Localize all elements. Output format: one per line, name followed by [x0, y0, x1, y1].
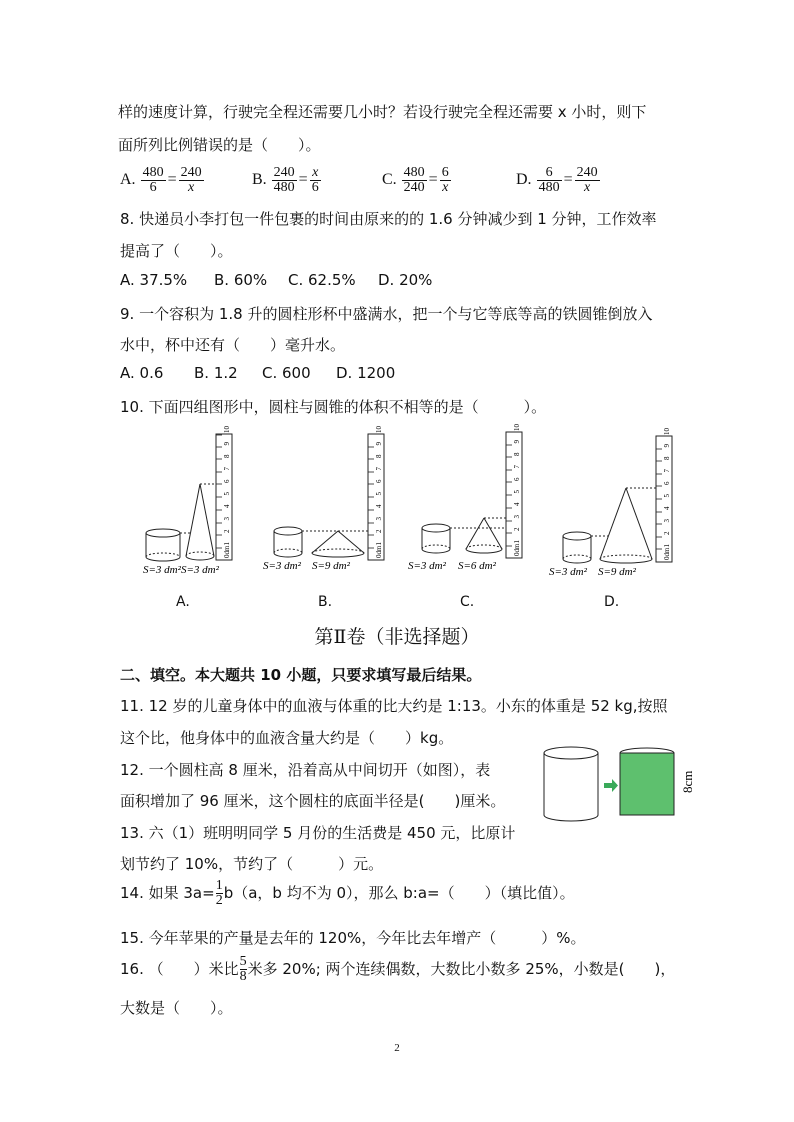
q7-option-d — [516, 166, 601, 195]
height-label: 8cm — [680, 770, 695, 793]
ruler-tick-label: 10 — [663, 428, 671, 435]
cone — [312, 531, 364, 557]
fraction — [179, 166, 204, 195]
cone — [186, 484, 218, 560]
q15-line: 15. 今年苹果的产量是去年的 120%，今年比去年增产（ ）%。 — [120, 929, 586, 947]
ruler-tick-label: 10 — [513, 424, 521, 431]
fraction — [240, 955, 247, 984]
figure-d — [549, 436, 672, 578]
ruler-tick-label: 8 — [663, 456, 671, 460]
fraction-numerator: 480 — [142, 165, 164, 180]
q10-line1: 10. 下面四组图形中，圆柱与圆锥的体积不相等的是（ ）。 — [120, 398, 547, 416]
ruler-tick-label: 8 — [513, 452, 521, 456]
cross-section-rectangle — [620, 748, 674, 815]
cone — [600, 488, 656, 563]
ruler-tick-label: 9 — [513, 440, 521, 444]
figure-d-letter: D. — [604, 594, 620, 610]
option-letter: B. — [252, 171, 267, 189]
q9-option-d: D. 1200 — [336, 364, 396, 382]
q13-line1: 13. 六（1）班明明同学 5 月份的生活费是 450 元，比原计 — [120, 824, 516, 842]
ruler-tick-label: 6 — [375, 479, 383, 483]
cylinder — [544, 747, 598, 821]
q8-option-d: D. 20% — [378, 271, 433, 289]
q13-line2: 划节约了 10%，节约了（ ）元。 — [120, 855, 384, 873]
fraction-denominator: 6 — [149, 180, 157, 195]
ruler-tick-label: 0dm — [223, 545, 231, 558]
ruler-tick-labels — [223, 424, 671, 561]
ruler-tick-label: 10 — [375, 426, 383, 433]
ruler-tick-label: 3 — [513, 515, 521, 519]
cylinder-area-label: S=3 dm² — [549, 566, 587, 578]
cone-area-label: S=9 dm² — [598, 566, 636, 578]
section-heading: 二、填空。本大题共 10 小题，只要求填写最后结果。 — [120, 666, 482, 684]
fraction-denominator: x — [442, 180, 449, 195]
fraction-denominator: 2 — [215, 893, 223, 908]
q9-option-b: B. 1.2 — [194, 364, 238, 382]
ruler-tick-label: 6 — [663, 481, 671, 485]
fraction-numerator: x — [312, 165, 319, 180]
ruler-tick-label: 0dm — [375, 545, 383, 558]
q10-figures — [0, 424, 794, 588]
ruler-tick-label: 1 — [223, 542, 231, 546]
ruler-tick-label: 2 — [513, 527, 521, 531]
ruler-tick-label: 2 — [223, 529, 231, 533]
fraction-denominator: x — [187, 180, 195, 195]
q7-option-c — [382, 166, 452, 195]
cylinder-area-label: S=3 dm² — [263, 560, 301, 572]
figure-c — [408, 432, 522, 572]
fraction-numerator: 5 — [239, 954, 247, 969]
q16-line2: 大数是（ ）。 — [120, 999, 233, 1017]
fraction — [440, 166, 451, 195]
q9-option-a: A. 0.6 — [120, 364, 164, 382]
ruler-tick-label: 8 — [375, 454, 383, 458]
ruler-tick-label: 4 — [223, 504, 231, 508]
fraction-numerator: 6 — [441, 165, 449, 180]
fraction — [402, 166, 427, 195]
cylinder — [146, 529, 180, 561]
ruler-tick-label: 5 — [513, 490, 521, 494]
q9-option-c: C. 600 — [262, 364, 311, 382]
ruler-tick-label: 7 — [375, 467, 383, 471]
figure-c-letter: C. — [460, 594, 475, 610]
q14-line — [120, 879, 575, 908]
equals-sign: = — [298, 171, 308, 189]
ruler-tick-label: 0dm — [513, 543, 521, 556]
fraction-denominator: 6 — [311, 180, 319, 195]
q8-option-b: B. 60% — [214, 271, 268, 289]
fraction — [575, 166, 600, 195]
fraction-denominator: x — [583, 180, 591, 195]
ruler-tick-label: 4 — [375, 504, 383, 508]
q9-line1: 9. 一个容积为 1.8 升的圆柱形杯中盛满水，把一个与它等底等高的铁圆锥倒放入 — [120, 305, 653, 323]
q16-line1 — [120, 955, 675, 984]
q9-line2: 水中，杯中还有（ ）毫升水。 — [120, 336, 346, 354]
fraction-numerator: 1 — [215, 878, 223, 893]
ruler-tick-label: 3 — [663, 519, 671, 523]
ruler-tick-label: 4 — [513, 502, 521, 506]
ruler-tick-label: 1 — [375, 542, 383, 546]
cylinder-area-label: S=3 dm² — [408, 560, 446, 572]
ruler — [216, 434, 232, 560]
q16-text-after: 米多 20%; 两个连续偶数，大数比小数多 25%，小数是( )， — [247, 960, 676, 978]
cylinder — [422, 524, 506, 553]
q12-line2: 面积增加了 96 厘米，这个圆柱的底面半径是( )厘米。 — [120, 792, 506, 810]
equals-sign: = — [167, 171, 177, 189]
ruler-tick-label: 8 — [223, 454, 231, 458]
option-letter: D. — [516, 171, 532, 189]
fraction — [141, 166, 166, 195]
ruler-tick-label: 1 — [513, 540, 521, 544]
ruler — [506, 432, 522, 558]
section-title: 第Ⅱ卷（非选择题） — [314, 626, 480, 648]
fraction-numerator: 240 — [576, 165, 598, 180]
ruler-tick-label: 10 — [223, 426, 231, 433]
ruler-tick-label: 5 — [375, 492, 383, 496]
page-number: 2 — [394, 1042, 400, 1054]
figure-a-letter: A. — [176, 594, 190, 610]
q7-line1: 样的速度计算，行驶完全程还需要几小时？若设行驶完全程还需要 x 小时，则下 — [118, 103, 647, 121]
q16-text-before: 16. （ ）米比 — [120, 960, 239, 978]
ruler-tick-label: 2 — [375, 529, 383, 533]
option-letter: C. — [382, 171, 397, 189]
fraction — [272, 166, 297, 195]
ruler-tick-label: 0dm — [663, 547, 671, 560]
figure-a — [143, 434, 232, 576]
equals-sign: = — [428, 171, 438, 189]
fraction-denominator: 240 — [403, 180, 425, 195]
ruler-tick-label: 2 — [663, 531, 671, 535]
cylinder — [274, 527, 368, 557]
ruler — [656, 436, 672, 562]
cone-area-label: S=3 dm² — [181, 564, 219, 576]
q8-option-a: A. 37.5% — [120, 271, 188, 289]
cone — [466, 518, 506, 553]
ruler-tick-label: 9 — [223, 442, 231, 446]
q8-line1: 8. 快递员小李打包一件包裹的时间由原来的的 1.6 分钟减少到 1 分钟，工作效率 — [120, 210, 657, 228]
q8-option-c: C. 62.5% — [288, 271, 356, 289]
option-letter: A. — [120, 171, 136, 189]
cone-area-label: S=6 dm² — [458, 560, 496, 572]
fraction-numerator: 240 — [180, 165, 202, 180]
ruler-tick-label: 5 — [663, 494, 671, 498]
ruler-tick-label: 7 — [513, 465, 521, 469]
figure-b-letter: B. — [318, 594, 333, 610]
ruler-tick-label: 9 — [663, 444, 671, 448]
fraction-numerator: 240 — [273, 165, 295, 180]
figure-b — [263, 434, 384, 572]
q11-line1: 11. 12 岁的儿童身体中的血液与体重的比大约是 1:13。小东的体重是 52 kg,按照 — [120, 697, 668, 715]
ruler-tick-label: 7 — [663, 469, 671, 473]
ruler-tick-label: 6 — [223, 479, 231, 483]
fraction-numerator: 480 — [403, 165, 425, 180]
q14-text-before: 14. 如果 3a= — [120, 884, 215, 902]
ruler-tick-label: 5 — [223, 492, 231, 496]
ruler-tick-label: 4 — [663, 506, 671, 510]
cylinder-area-label: S=3 dm² — [143, 564, 181, 576]
fraction — [216, 879, 223, 908]
fraction-denominator: 8 — [239, 969, 247, 984]
cylinder — [563, 532, 608, 563]
ruler-tick-label: 6 — [513, 477, 521, 481]
arrow-icon — [604, 779, 618, 792]
q7-line2: 面所列比例错误的是（ ）。 — [118, 136, 321, 154]
q7-option-b — [252, 166, 322, 195]
fraction-numerator: 6 — [545, 165, 553, 180]
q12-line1: 12. 一个圆柱高 8 厘米，沿着高从中间切开（如图），表 — [120, 761, 491, 779]
ruler-tick-label: 3 — [223, 517, 231, 521]
fraction — [537, 166, 562, 195]
q7-option-a — [120, 166, 205, 195]
ruler-tick-label: 9 — [375, 442, 383, 446]
fraction-denominator: 480 — [273, 180, 295, 195]
ruler-tick-label: 1 — [663, 544, 671, 548]
ruler-tick-label: 3 — [375, 517, 383, 521]
q14-text-after: b（a，b 均不为 0），那么 b:a=（ ）（填比值）。 — [223, 884, 575, 902]
fraction — [310, 166, 321, 195]
ruler — [368, 434, 384, 560]
ruler-tick-label: 7 — [223, 467, 231, 471]
q11-line2: 这个比，他身体中的血液含量大约是（ ）kg。 — [120, 729, 454, 747]
cone-area-label: S=9 dm² — [312, 560, 350, 572]
q8-line2: 提高了（ ）。 — [120, 242, 233, 260]
equals-sign: = — [563, 171, 573, 189]
q12-figure — [544, 745, 714, 825]
fraction-denominator: 480 — [538, 180, 560, 195]
